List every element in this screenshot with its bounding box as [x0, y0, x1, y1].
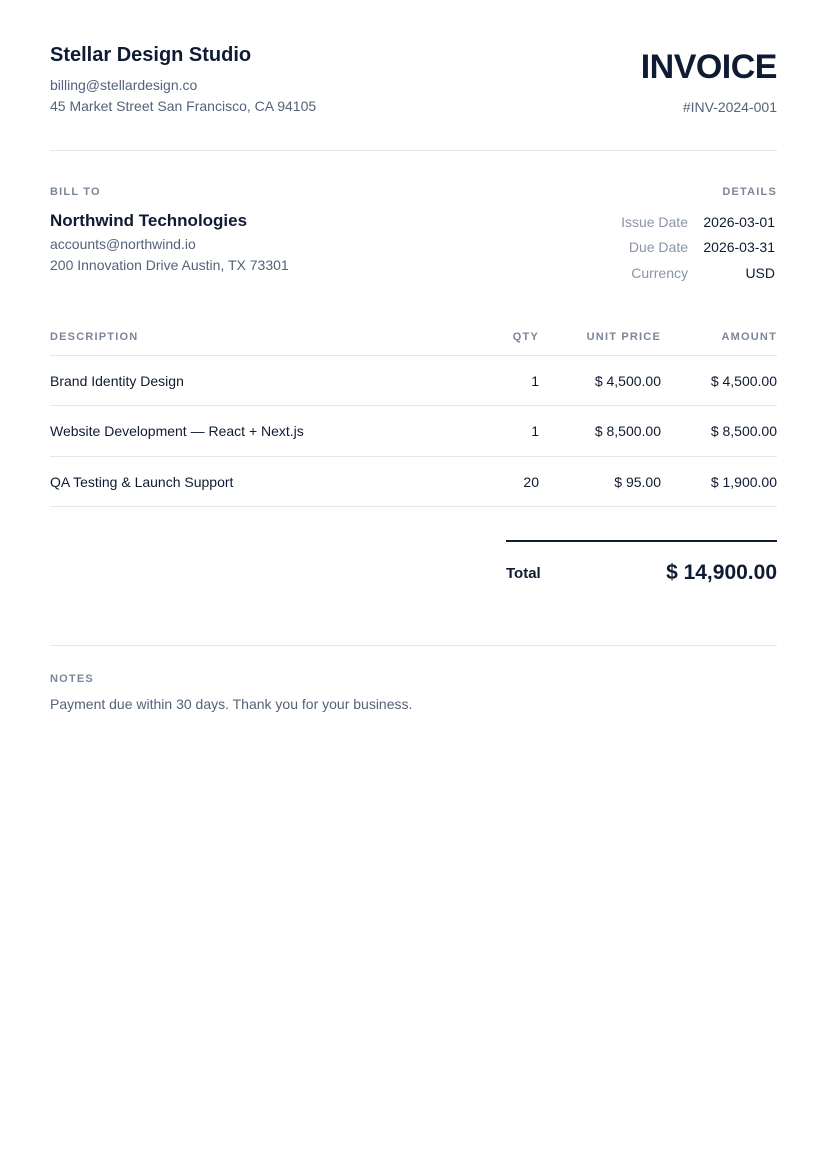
details-label: DETAILS [722, 186, 777, 198]
table-row [50, 355, 777, 405]
cell-qty: 20 [523, 474, 539, 490]
total-value: $ 14,900.00 [666, 561, 777, 584]
cell-description: Website Development — React + Next.js [50, 423, 304, 439]
client-name: Northwind Technologies [50, 211, 248, 230]
detail-label: Currency [631, 265, 688, 281]
total-rule [506, 540, 777, 542]
header-divider [50, 150, 777, 151]
invoice-page [50, 0, 777, 1170]
cell-unit-price: $ 8,500.00 [594, 423, 661, 439]
column-header-qty: QTY [512, 331, 539, 343]
company-name: Stellar Design Studio [50, 44, 252, 66]
notes-label: NOTES [50, 673, 94, 685]
table-bottom-divider [50, 506, 777, 507]
cell-amount: $ 4,500.00 [710, 373, 777, 389]
detail-value: USD [745, 265, 775, 281]
cell-description: Brand Identity Design [50, 373, 184, 389]
invoice-title: INVOICE [640, 48, 777, 86]
cell-description: QA Testing & Launch Support [50, 474, 234, 490]
notes-text: Payment due within 30 days. Thank you for your business. [50, 696, 413, 712]
detail-row-issue-date [515, 214, 775, 232]
detail-label: Due Date [628, 239, 688, 255]
detail-row-currency [515, 265, 775, 283]
company-email: billing@stellardesign.co [50, 77, 198, 93]
cell-unit-price: $ 95.00 [614, 474, 661, 490]
client-address: 200 Innovation Drive Austin, TX 73301 [50, 257, 289, 273]
detail-row-due-date [515, 239, 775, 257]
table-row [50, 456, 777, 506]
detail-value: 2026-03-01 [703, 214, 775, 230]
cell-qty: 1 [531, 423, 539, 439]
notes-divider [50, 645, 777, 646]
bill-to-label: BILL TO [50, 186, 101, 198]
cell-unit-price: $ 4,500.00 [594, 373, 661, 389]
table-row [50, 405, 777, 455]
column-header-description: DESCRIPTION [50, 331, 139, 343]
cell-qty: 1 [531, 373, 539, 389]
cell-amount: $ 8,500.00 [710, 423, 777, 439]
column-header-unit-price: UNIT PRICE [586, 331, 661, 343]
total-label: Total [506, 565, 541, 582]
detail-label: Issue Date [621, 214, 688, 230]
cell-amount: $ 1,900.00 [710, 474, 777, 490]
company-address: 45 Market Street San Francisco, CA 94105 [50, 98, 317, 114]
invoice-number: #INV-2024-001 [682, 99, 777, 115]
detail-value: 2026-03-31 [703, 239, 775, 255]
client-email: accounts@northwind.io [50, 236, 196, 252]
column-header-amount: AMOUNT [721, 331, 777, 343]
